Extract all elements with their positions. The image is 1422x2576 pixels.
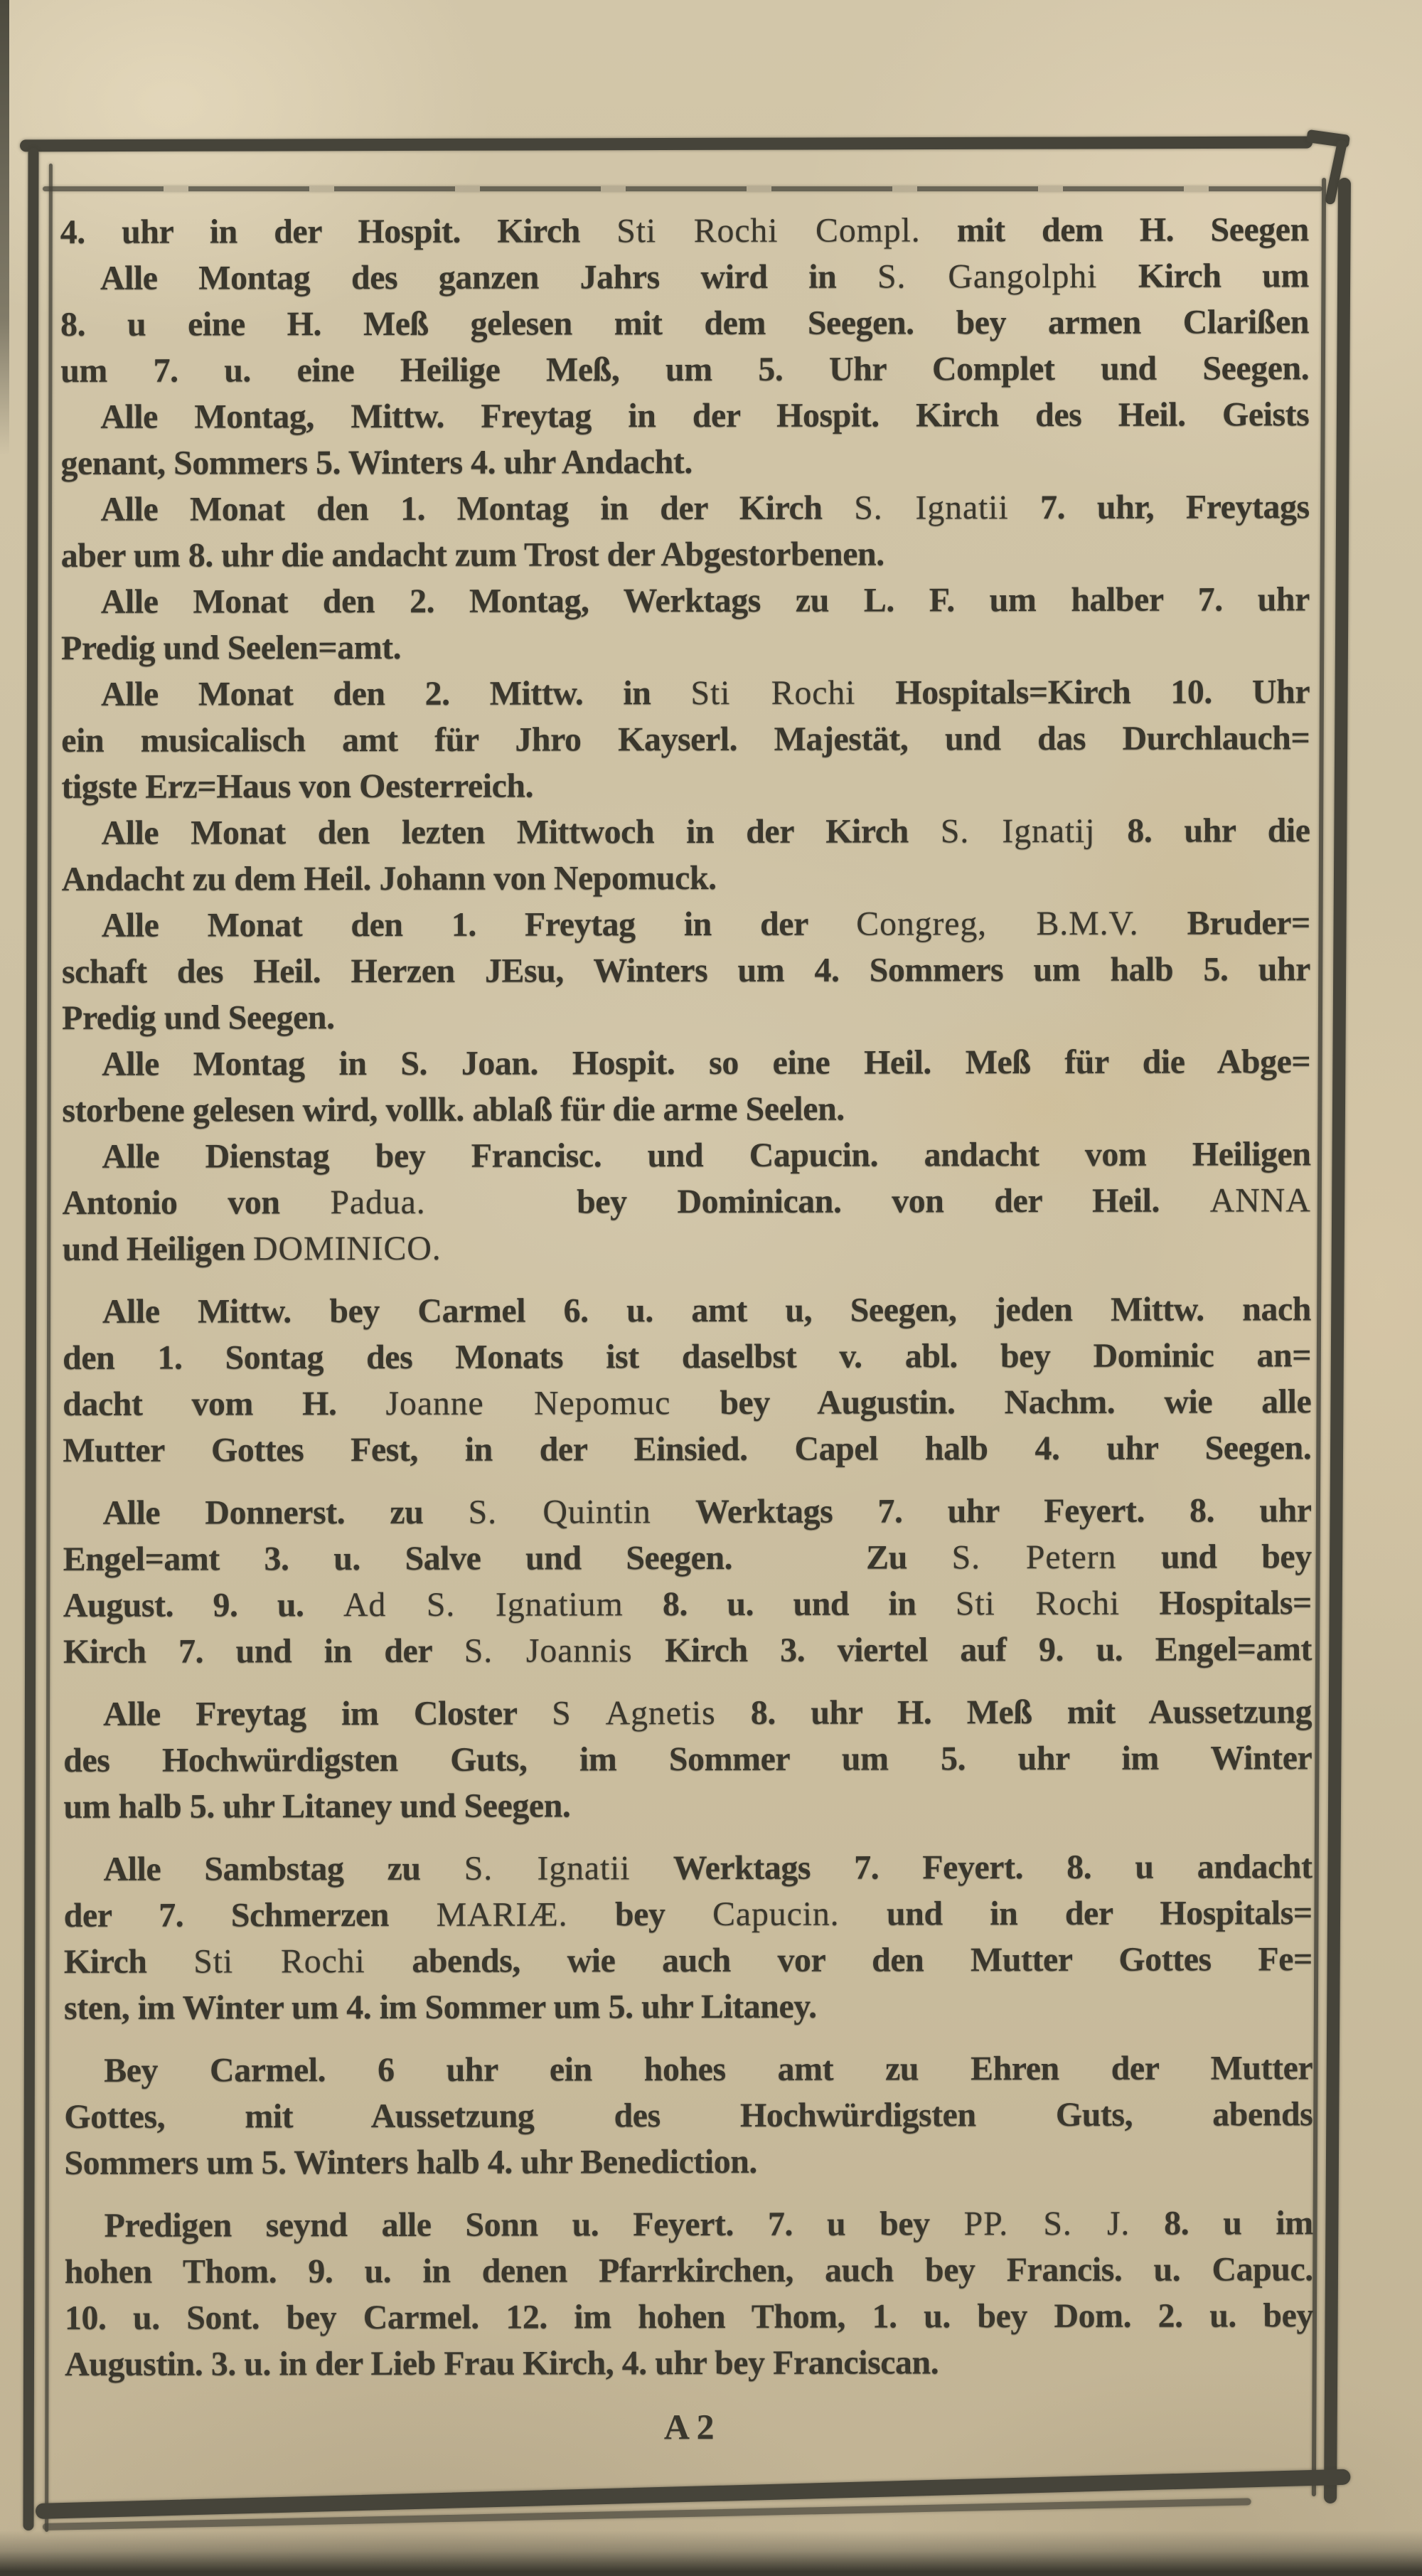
text-line [60,391,1309,440]
text-segment: Ad S. Ignatium [343,1585,624,1624]
text-segment: S Agnetis [552,1693,716,1733]
text-segment: S. Joannis [464,1632,633,1670]
text-line [65,2246,1313,2295]
text-segment: Predig und Seegen. [62,999,335,1037]
text-segment: Predigen seynd alle Sonn u. Feyert. 7. u bey [104,2205,964,2245]
text-line [64,1843,1313,1893]
text-segment: Predig und Seelen=amt. [60,628,402,667]
text-segment: S. Ignatii [464,1849,631,1888]
text-line [62,900,1310,949]
text-segment: Kirch 7. und in der [63,1632,464,1671]
text-line [65,2292,1313,2341]
text-segment: Alle Dienstag bey Francisc. und Capucin. andacht vom Heiligen [102,1135,1311,1176]
text-line [64,2045,1313,2094]
text-segment: storbene gelesen wird, vollk. ablaß für die arme Seelen. [62,1090,845,1129]
text-line [62,1038,1310,1087]
text-line [64,1890,1313,1939]
text-line [61,484,1310,533]
text-line [64,1936,1313,1985]
text-segment: Alle Montag des ganzen Jahrs wird in [100,257,878,297]
text-segment: Sti Rochi [690,674,856,712]
text-segment: bey [567,1895,713,1934]
text-line [63,1533,1312,1582]
text-segment: S. Petern [951,1538,1117,1577]
text-segment: ANNA [1209,1181,1311,1220]
text-line [65,2338,1313,2388]
text-segment: Alle Monat den 2. Montag, Werktags zu L. F. um halber 7. uhr [100,580,1310,621]
text-segment: Capucin. [712,1895,840,1933]
text-line [61,622,1310,671]
text-line [62,992,1310,1041]
text-line [63,1177,1311,1226]
text-line [63,1626,1312,1675]
text-segment: 4. uhr in der Hospit. Kirch [60,212,617,251]
text-segment: Antonio von [62,1183,331,1222]
text-line [63,1580,1312,1629]
text-segment: der 7. Schmerzen [63,1895,437,1934]
text-line [63,1781,1312,1830]
text-segment: schaft des Heil. Herzen JEsu, Winters um 4. Sommers um halb 5. uhr [61,950,1311,991]
text-segment: Alle Donnerst. zu [102,1493,469,1532]
text-segment: bey Dominican. von der Heil. [425,1181,1210,1221]
text-line [60,206,1309,255]
text-segment: und Heiligen [62,1230,254,1268]
text-segment: Alle Montag in S. Joan. Hospit. so eine Heil. Meß für die Abge= [102,1043,1311,1083]
text-segment: August. 9. u. [63,1586,343,1624]
text-line [62,1085,1310,1134]
text-segment: S. Gangolphi [877,257,1098,296]
text-segment: hohen Thom. 9. u. in denen Pfarrkirchen, auch bey Francis. u. Capuc. [64,2250,1313,2291]
text-line [61,530,1310,579]
text-segment: dacht vom H. [63,1384,386,1423]
text-segment: Augustin. 3. u. in der Lieb Frau Kirch, 4. uhr bey Franciscan. [64,2343,939,2383]
text-line [60,299,1309,348]
text-segment: Hospitals=Kirch 10. Uhr [855,673,1310,712]
text-segment: S. Quintin [468,1493,651,1531]
text-segment: MARIÆ. [436,1895,568,1934]
text-segment: Sti Rochi [955,1584,1121,1623]
text-segment: aber um 8. uhr die andacht zum Trost der Abgestorbenen. [60,535,884,575]
text-line [63,1223,1311,1272]
text-line [63,1487,1311,1536]
text-line [60,252,1309,302]
text-segment: Alle Monat den lezten Mittwoch in der Kirch [101,812,941,852]
text-segment: DOMINICO. [252,1229,442,1268]
text-segment: 8. uhr die [1095,811,1310,850]
text-segment: Congreg, B.M.V. [856,904,1139,943]
text-segment: Bey Carmel. 6 uhr ein hohes amt zu Ehren der Mutter [104,2049,1313,2090]
text-line [62,853,1310,903]
text-segment: Alle Freytag im Closter [103,1694,552,1733]
text-segment: Alle Monat den 2. Mittw. in [101,674,691,713]
text-segment: Hospitals= [1119,1584,1312,1622]
text-segment: Bruder= [1138,904,1310,942]
text-line [61,807,1310,856]
text-segment: 8. u. und in [623,1585,956,1624]
text-segment: Alle Sambstag zu [103,1849,464,1888]
text-line [64,2091,1313,2140]
text-segment: ein musicalisch amt für Jhro Kayserl. Majestät, und das Durchlauch= [61,719,1310,760]
text-segment: Andacht zu dem Heil. Johann von Nepomuck. [61,858,717,898]
text-segment: Werktags 7. Feyert. 8. u andacht [630,1848,1313,1888]
text-segment: S. Ignatii [854,489,1009,527]
text-segment: Engel=amt 3. u. Salve und Seegen. Zu [63,1538,952,1578]
text-segment: Werktags 7. uhr Feyert. 8. uhr [651,1491,1312,1531]
text-line [63,1286,1311,1335]
signature-mark: A 2 [663,2406,715,2447]
text-line [60,345,1309,394]
text-block [60,206,1314,2449]
text-line [61,576,1310,625]
text-segment: S. Ignatij [940,811,1096,851]
text-line [63,1378,1311,1427]
text-line [61,669,1310,718]
text-segment: mit dem H. Seegen [920,211,1309,250]
text-line [62,1131,1310,1180]
text-line [61,761,1310,810]
text-segment: Kirch um [1097,257,1309,295]
text-segment: genant, Sommers 5. Winters 4. uhr Andacht. [60,442,693,482]
text-segment: Sommers um 5. Winters halb 4. uhr Benediction. [64,2142,757,2182]
text-segment: 8. u im [1130,2204,1313,2242]
text-segment: 7. uhr, Freytags [1008,488,1310,527]
text-segment: abends, wie auch vor den Mutter Gottes Fe= [365,1940,1313,1980]
text-line [62,946,1310,995]
text-line [63,1688,1312,1737]
text-line [61,715,1310,764]
text-segment: Sti Rochi Compl. [616,211,921,250]
text-segment: Alle Montag, Mittw. Freytag in der Hospit. Kirch des Heil. Geists [100,395,1310,436]
text-segment: Gottes, mit Aussetzung des Hochwürdigsten Guts, abends [64,2095,1313,2136]
text-segment: 8. u eine H. Meß gelesen mit dem Seegen. bey armen Clarißen [60,303,1310,344]
text-segment: Joanne Nepomuc [385,1384,671,1422]
text-segment: 10. u. Sont. bey Carmel. 12. im hohen Thom, 1. u. bey Dom. 2. u. bey [64,2296,1313,2337]
text-segment: um 7. u. eine Heilige Meß, um 5. Uhr Complet und Seegen. [60,349,1310,390]
text-segment: Alle Monat den 1. Freytag in der [101,905,857,944]
text-line [64,2137,1313,2186]
text-line [63,1425,1311,1474]
text-segment: tigste Erz=Haus von Oesterreich. [61,767,534,806]
text-segment: Mutter Gottes Fest, in der Einsied. Capel halb 4. uhr Seegen. [63,1429,1312,1469]
text-segment: um halb 5. uhr Litaney und Seegen. [63,1787,571,1826]
text-segment: PP. S. J. [963,2204,1130,2243]
text-segment: Padua. [330,1183,426,1222]
scan-edge-left [0,0,9,455]
text-segment: des Hochwürdigsten Guts, im Sommer um 5. uhr im Winter [63,1739,1313,1779]
scan-edge-bottom [0,2530,1422,2576]
text-segment: 8. uhr H. Meß mit Aussetzung [715,1693,1313,1732]
text-line [63,1332,1311,1381]
text-segment: Sti Rochi [193,1942,365,1981]
text-segment: sten, im Winter um 4. im Sommer um 5. uhr Litaney. [63,1987,817,2027]
text-segment: den 1. Sontag des Monats ist daselbst v. abl. bey Dominic an= [63,1336,1312,1377]
text-line [60,437,1309,486]
text-segment: und bey [1116,1538,1312,1576]
text-segment: und in der Hospitals= [839,1894,1313,1933]
text-line [65,2200,1313,2249]
text-segment: Alle Mittw. bey Carmel 6. u. amt u, Seegen, jeden Mittw. nach [102,1290,1312,1331]
text-line [63,1735,1312,1784]
text-segment: Alle Monat den 1. Montag in der Kirch [100,489,855,528]
text-segment: Kirch [63,1942,194,1981]
text-line [64,1982,1313,2031]
frame-rule-top-thin [43,186,1322,191]
text-segment: Kirch 3. viertel auf 9. u. Engel=amt [632,1630,1313,1670]
text-segment: bey Augustin. Nachm. wie alle [670,1383,1312,1422]
